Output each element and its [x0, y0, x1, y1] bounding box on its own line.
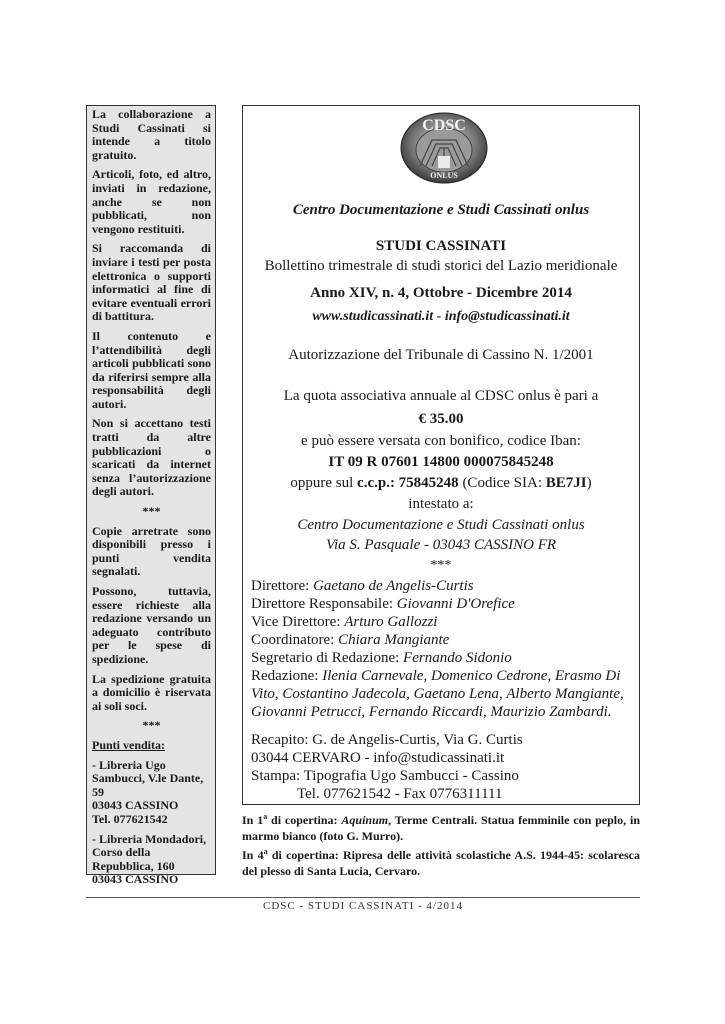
- vendor-sambucci-city: 03043 CASSINO: [92, 798, 179, 813]
- separator-stars-main: ***: [430, 558, 452, 573]
- separator-stars: ***: [142, 504, 161, 519]
- points-of-sale-heading: Punti vendita:: [92, 737, 166, 752]
- web-contact: www.studicassinati.it - info@studicassinati.it: [312, 309, 570, 324]
- cdsc-logo: [400, 112, 488, 184]
- staff-coordinator: Coordinatore: Chiara Mangiante: [251, 632, 450, 648]
- sidebar-notes: [86, 105, 216, 887]
- contact-printer: Stampa: Tipografia Ugo Sambucci - Cassino: [251, 768, 519, 784]
- vendor-sambucci: [92, 759, 211, 827]
- caption-front-cover: In 1$^a$ di copertina: Aquinum, Terme Centrali. Statua femminile con peplo, in marmo bianco (foto G. Murro).: [242, 812, 640, 843]
- authorization: Autorizzazione del Tribunale di Cassino N. 1/2001: [288, 347, 594, 363]
- sia-code: BE7JI: [545, 475, 587, 491]
- contacts: [251, 731, 636, 803]
- vendor-mondadori-address: - Libreria Mondadori, Corso della Repubblica, 160: [92, 831, 207, 873]
- ccp-number: c.c.p.: 75845248: [357, 475, 459, 491]
- fee-line: La quota associativa annuale al CDSC onlus è pari a: [283, 388, 599, 404]
- note-request: Possono, tuttavia, essere richieste alla redazione versando un adeguato contributo per le spese di spedizione.: [92, 584, 211, 666]
- beneficiary-org: Centro Documentazione e Studi Cassinati onlus: [297, 517, 585, 533]
- vendor-mondadori: [92, 833, 211, 887]
- logo-bottom-text: ONLUS: [430, 171, 458, 180]
- fee-amount: € 35.00: [418, 411, 464, 427]
- issue-info: Anno XIV, n. 4, Ottobre - Dicembre 2014: [310, 285, 572, 301]
- note-collaboration: La collaborazione a Studi Cassinati si intende a titolo gratuito.: [92, 107, 211, 162]
- beneficiary-address: Via S. Pasquale - 03043 CASSINO FR: [325, 537, 557, 553]
- ccp-end: ): [586, 475, 592, 491]
- note-copyright: Non si accettano testi tratti da altre pubblicazioni o scaricati da internet senza l’autorizzazione degli autori.: [92, 416, 211, 499]
- beneficiary-label: intestato a:: [408, 496, 474, 512]
- vendor-sambucci-address: - Libreria Ugo Sambucci, V.le Dante, 59: [92, 757, 204, 799]
- contact-phone: Tel. 077621542 - Fax 0776311111: [297, 786, 503, 802]
- ccp-line: [242, 475, 640, 492]
- ccp-prefix: oppure sul: [290, 475, 358, 491]
- org-name: Centro Documentazione e Studi Cassinati onlus: [292, 202, 590, 218]
- page-footer: CDSC - STUDI CASSINATI - 4/2014: [263, 900, 463, 912]
- staff-editorial: Redazione: Ilenia Carnevale, Domenico Cedrone, Erasmo Di: [251, 668, 621, 684]
- note-materials: Articoli, foto, ed altro, inviati in redazione, anche se non pubblicati, non vengono restituiti.: [92, 167, 211, 236]
- staff-list: [251, 577, 636, 721]
- footer-rule: [86, 897, 640, 898]
- staff-responsible: Direttore Responsabile: Giovanni D'Orefice: [251, 596, 515, 612]
- cover-captions: [242, 809, 640, 879]
- staff-editorial-3: Giovanni Petrucci, Fernando Riccardi, Maurizio Zambardi.: [251, 704, 612, 720]
- staff-secretary: Segretario di Redazione: Fernando Sidonio: [251, 650, 512, 666]
- note-responsibility: Il contenuto e l’attendibilità degli articoli pubblicati sono da riferirsi sempre alla responsabilità degli autori.: [92, 328, 211, 411]
- staff-director: Direttore: Gaetano de Angelis-Curtis: [251, 578, 474, 594]
- logo-top-text: CDSC: [422, 117, 466, 134]
- staff-editorial-2: Vito, Costantino Jadecola, Gaetano Lena, Alberto Mangiante,: [251, 686, 624, 702]
- iban: IT 09 R 07601 14800 000075845248: [328, 454, 554, 470]
- separator-stars-2: ***: [142, 718, 161, 733]
- note-back-issues: Copie arretrate sono disponibili presso i punti vendita segnalati.: [92, 523, 211, 579]
- journal-subtitle: Bollettino trimestrale di studi storici del Lazio meridionale: [264, 258, 618, 274]
- contact-address: Recapito: G. de Angelis-Curtis, Via G. Curtis: [251, 732, 523, 748]
- payment-line: e può essere versata con bonifico, codice Iban:: [301, 433, 581, 449]
- note-shipping: La spedizione gratuita a domicilio è riservata ai soli soci.: [92, 671, 211, 713]
- staff-vice: Vice Direttore: Arturo Gallozzi: [251, 614, 438, 630]
- journal-title: STUDI CASSINATI: [375, 238, 507, 254]
- contact-email: 03044 CERVARO - info@studicassinati.it: [251, 750, 505, 766]
- vendor-mondadori-city: 03043 CASSINO: [92, 872, 179, 887]
- caption-back-cover: In 4$^a$ di copertina: Ripresa delle attività scolastiche A.S. 1944-45: scolaresca del plesso di Santa Lucia, Cervaro.: [242, 847, 640, 878]
- ccp-mid: (Codice SIA:: [458, 475, 546, 491]
- vendor-sambucci-phone: Tel. 077621542: [92, 811, 168, 826]
- note-submission: Si raccomanda di inviare i testi per posta elettronica o supporti informatici al fine di evitare eventuali errori di battitura.: [92, 241, 211, 324]
